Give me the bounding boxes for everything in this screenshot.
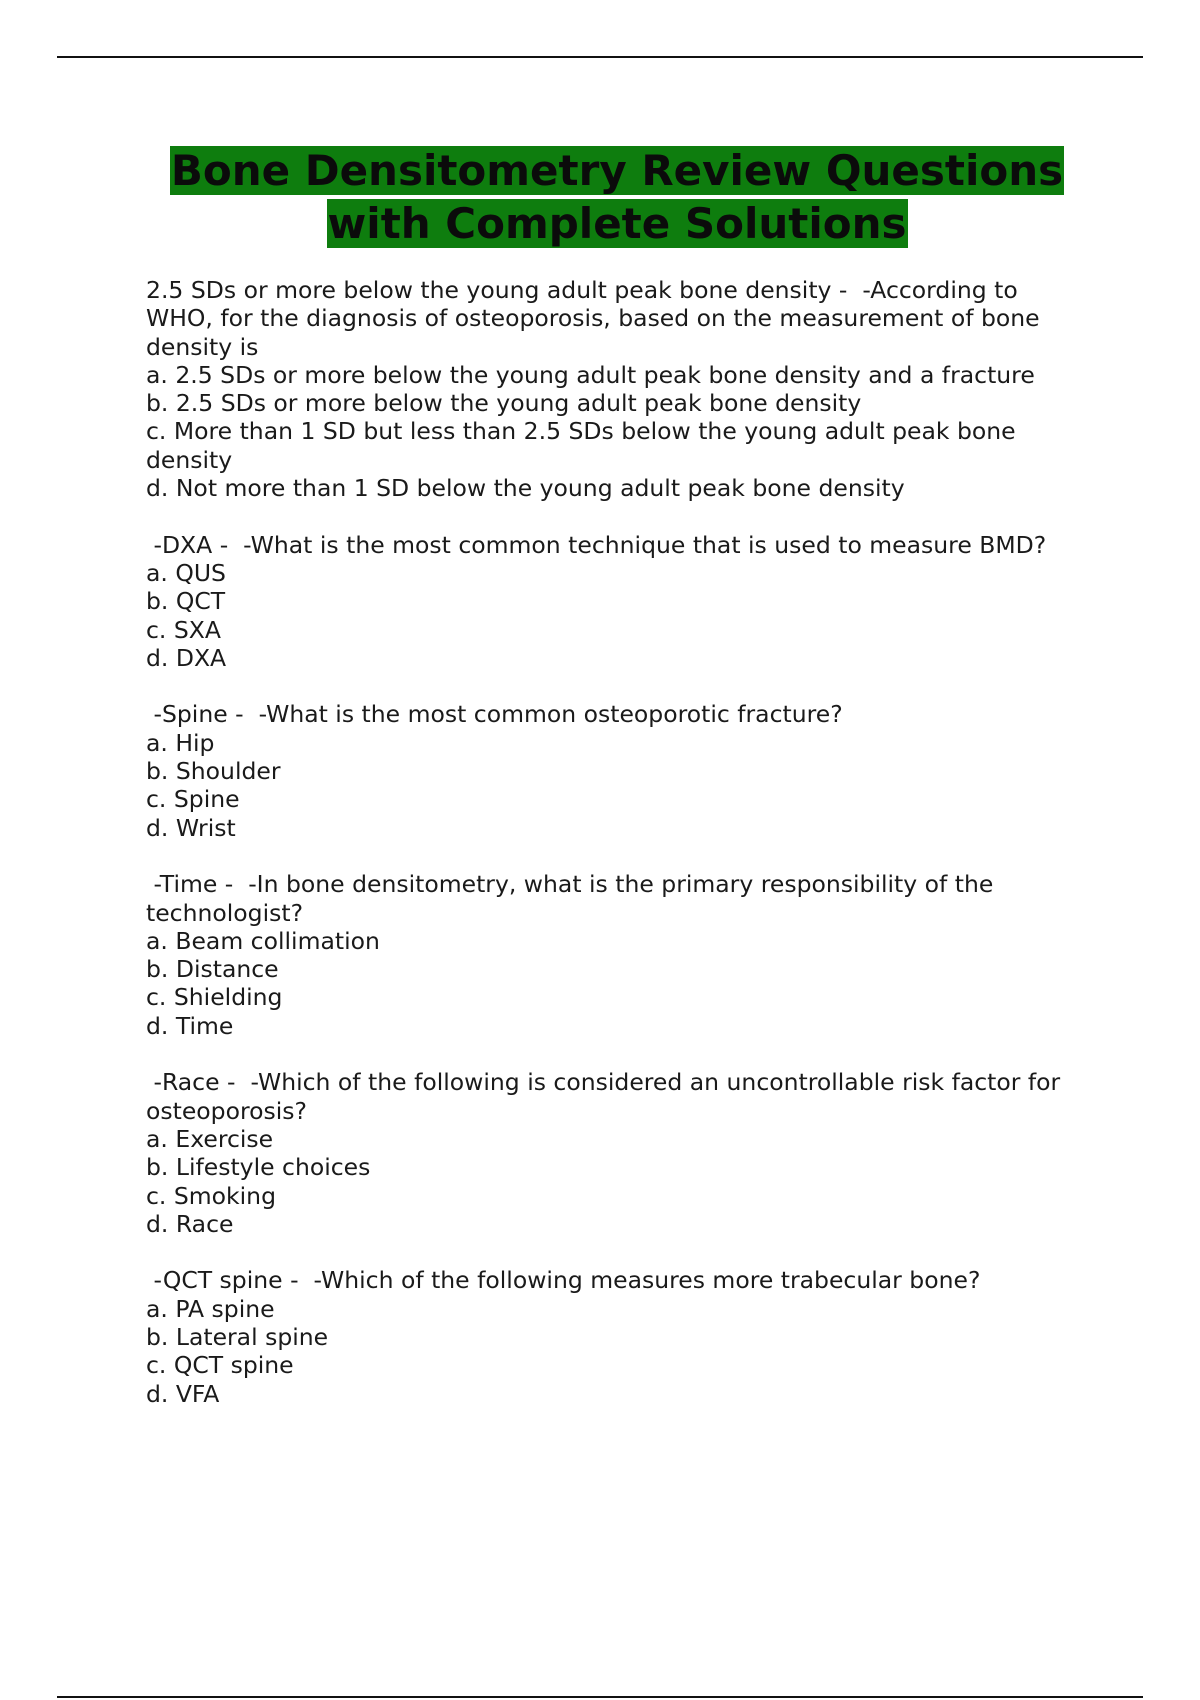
answer-option: c. Shielding: [146, 983, 283, 1012]
question-list: [146, 276, 1086, 1436]
title-line-2: with Complete Solutions: [327, 199, 907, 248]
answer-option: b. Distance: [146, 955, 279, 984]
answer-option: c. Spine: [146, 785, 240, 814]
question-5: [146, 1068, 1086, 1238]
answer-option: c. SXA: [146, 615, 221, 644]
answer-option: b. QCT: [146, 587, 226, 616]
answer-option: a. QUS: [146, 558, 226, 587]
question-stem: -Time - -In bone densitometry, what is the primary responsibility of the technologist?: [146, 870, 1001, 927]
question-6: [146, 1266, 1086, 1407]
answer-option: d. Wrist: [146, 813, 236, 842]
document-title: [146, 144, 1088, 250]
answer-option: a. 2.5 SDs or more below the young adult peak bone density and a fracture: [146, 360, 1035, 389]
answer-option: a. Exercise: [146, 1124, 274, 1153]
answer-option: d. DXA: [146, 643, 227, 672]
question-stem: -DXA - -What is the most common technique that is used to measure BMD?: [146, 530, 1047, 559]
answer-option: a. Beam collimation: [146, 926, 380, 955]
answer-option: a. PA spine: [146, 1294, 275, 1323]
question-4: [146, 870, 1086, 1040]
answer-option: c. Smoking: [146, 1181, 276, 1210]
question-stem: -Race - -Which of the following is considered an uncontrollable risk factor for osteoporosis?: [146, 1068, 1068, 1125]
answer-option: b. Lateral spine: [146, 1322, 329, 1351]
answer-option: d. Time: [146, 1011, 234, 1040]
footer-rule: [57, 1696, 1143, 1698]
question-stem: -QCT spine - -Which of the following measures more trabecular bone?: [146, 1266, 981, 1295]
question-2: [146, 531, 1086, 672]
answer-option: d. Not more than 1 SD below the young adult peak bone density: [146, 474, 905, 503]
answer-option: b. Shoulder: [146, 757, 281, 786]
answer-option: b. Lifestyle choices: [146, 1153, 371, 1182]
question-1: [146, 276, 1086, 502]
answer-option: a. Hip: [146, 728, 215, 757]
header-rule: [57, 56, 1143, 58]
answer-option: d. Race: [146, 1209, 234, 1238]
question-stem: 2.5 SDs or more below the young adult peak bone density - -According to WHO, for the diagnosis of osteoporosis, based on the measurement of bone density is: [146, 276, 1048, 361]
answer-option: d. VFA: [146, 1379, 220, 1408]
answer-option: c. More than 1 SD but less than 2.5 SDs below the young adult peak bone density: [146, 417, 1024, 474]
question-stem: -Spine - -What is the most common osteoporotic fracture?: [146, 700, 843, 729]
question-3: [146, 700, 1086, 841]
title-line-1: Bone Densitometry Review Questions: [170, 146, 1064, 195]
answer-option: c. QCT spine: [146, 1351, 294, 1380]
answer-option: b. 2.5 SDs or more below the young adult peak bone density: [146, 389, 862, 418]
